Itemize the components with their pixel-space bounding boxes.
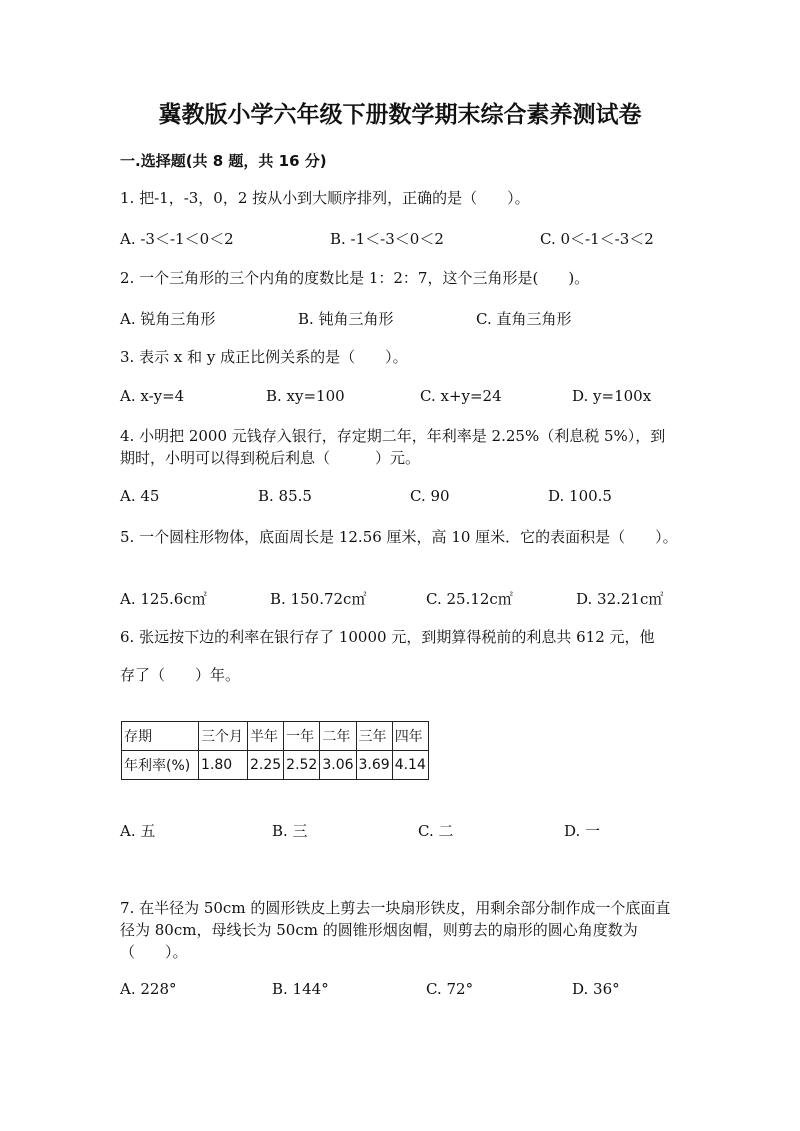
q3-option-b[interactable]: B. xy=100 (266, 387, 345, 405)
table-cell: 存期 (122, 722, 199, 751)
table-cell: 3.06 (320, 751, 356, 780)
q6-option-b[interactable]: B. 三 (272, 822, 308, 840)
q5-option-b[interactable]: B. 150.72c㎡ (270, 590, 367, 608)
q3-option-a[interactable]: A. x-y=4 (120, 387, 185, 405)
question-4: 4. 小明把 2000 元钱存入银行，存定期二年，年利率是 2.25%（利息税 5%），到期时，小明可以得到税后利息（ ）元。 (120, 427, 666, 467)
q3-option-c[interactable]: C. x+y=24 (420, 387, 502, 405)
question-1: 1. 把-1，-3，0，2 按从小到大顺序排列，正确的是（ ）。 (120, 189, 530, 207)
q6-option-a[interactable]: A. 五 (120, 822, 156, 840)
q5-option-c[interactable]: C. 25.12c㎡ (426, 590, 513, 608)
table-cell: 三个月 (199, 722, 248, 751)
q1-option-a[interactable]: A. -3＜-1＜0＜2 (120, 230, 234, 248)
q5-option-a[interactable]: A. 125.6c㎡ (120, 590, 207, 608)
q6-option-c[interactable]: C. 二 (418, 822, 454, 840)
q4-option-c[interactable]: C. 90 (410, 487, 450, 505)
table-row (122, 722, 429, 751)
table-cell: 1.80 (199, 751, 248, 780)
q5-option-d[interactable]: D. 32.21c㎡ (576, 590, 664, 608)
table-row (122, 751, 429, 780)
interest-rate-table (121, 721, 429, 780)
section-heading: 一.选择题(共 8 题，共 16 分) (120, 152, 327, 170)
q4-option-a[interactable]: A. 45 (120, 487, 160, 505)
table-cell: 半年 (248, 722, 284, 751)
q2-option-c[interactable]: C. 直角三角形 (476, 310, 572, 328)
table-cell: 二年 (320, 722, 356, 751)
table-cell: 4.14 (392, 751, 428, 780)
q6-option-d[interactable]: D. 一 (564, 822, 601, 840)
question-2: 2. 一个三角形的三个内角的度数比是 1：2：7，这个三角形是( )。 (120, 269, 590, 287)
table-cell: 2.52 (284, 751, 320, 780)
q7-option-c[interactable]: C. 72° (426, 980, 474, 998)
table-cell: 四年 (392, 722, 428, 751)
q3-option-d[interactable]: D. y=100x (572, 387, 652, 405)
q4-option-d[interactable]: D. 100.5 (548, 487, 612, 505)
question-6-line-1: 6. 张远按下边的利率在银行存了 10000 元，到期算得税前的利息共 612 元，他 (120, 628, 655, 646)
q2-option-a[interactable]: A. 锐角三角形 (120, 310, 216, 328)
q2-option-b[interactable]: B. 钝角三角形 (298, 310, 394, 328)
question-3: 3. 表示 x 和 y 成正比例关系的是（ ）。 (120, 348, 408, 366)
table-cell: 一年 (284, 722, 320, 751)
table-cell: 3.69 (356, 751, 392, 780)
q1-option-b[interactable]: B. -1＜-3＜0＜2 (330, 230, 444, 248)
question-5: 5. 一个圆柱形物体，底面周长是 12.56 厘米，高 10 厘米．它的表面积是（ ）。 (120, 528, 678, 546)
table-cell: 年利率(%) (122, 751, 199, 780)
q7-option-a[interactable]: A. 228° (120, 980, 177, 998)
table-cell: 2.25 (248, 751, 284, 780)
question-7: 7. 在半径为 50cm 的圆形铁皮上剪去一块扇形铁皮，用剩余部分制作成一个底面直径为 80cm，母线长为 50cm 的圆锥形烟囱帽，则剪去的扇形的圆心角度数为（ ）。 (120, 899, 671, 961)
table-cell: 三年 (356, 722, 392, 751)
q7-option-d[interactable]: D. 36° (572, 980, 620, 998)
q7-option-b[interactable]: B. 144° (272, 980, 329, 998)
q1-option-c[interactable]: C. 0＜-1＜-3＜2 (540, 230, 654, 248)
q4-option-b[interactable]: B. 85.5 (258, 487, 312, 505)
page-title: 冀教版小学六年级下册数学期末综合素养测试卷 (158, 102, 642, 128)
question-6-line-2: 存了（ ）年。 (120, 666, 241, 684)
